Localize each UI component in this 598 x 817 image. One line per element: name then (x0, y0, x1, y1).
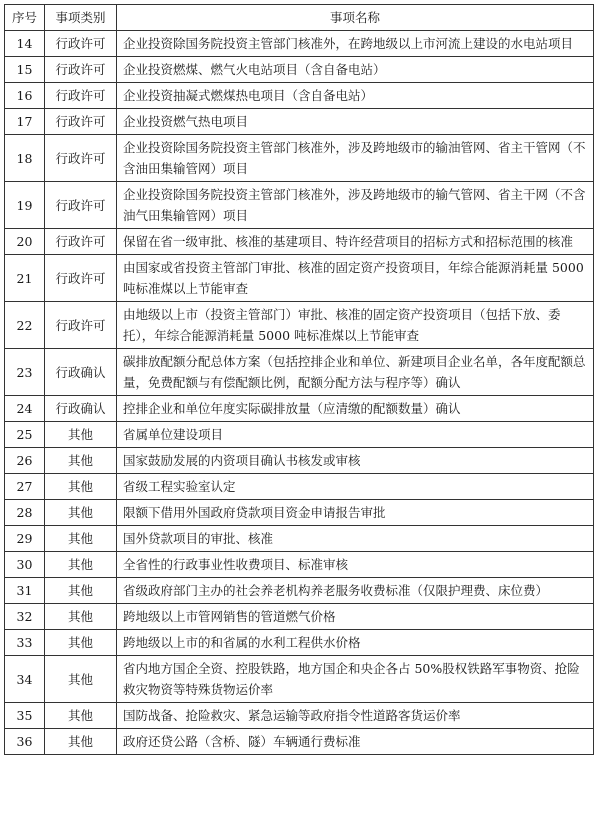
row-seq: 25 (5, 422, 45, 448)
row-name: 由地级以上市（投资主管部门）审批、核准的固定资产投资项目（包括下放、委托），年综合能源消耗量 5000 吨标准煤以上节能审查 (117, 302, 594, 349)
table-row (5, 474, 594, 500)
row-category: 行政许可 (45, 302, 117, 349)
row-name: 国外贷款项目的审批、核准 (117, 526, 594, 552)
table-row (5, 422, 594, 448)
row-name: 企业投资抽凝式燃煤热电项目（含自备电站） (117, 83, 594, 109)
row-category: 其他 (45, 552, 117, 578)
table-row (5, 729, 594, 755)
row-seq: 22 (5, 302, 45, 349)
row-seq: 27 (5, 474, 45, 500)
row-category: 行政确认 (45, 396, 117, 422)
table-row (5, 448, 594, 474)
row-seq: 14 (5, 31, 45, 57)
row-name: 跨地级以上市管网销售的管道燃气价格 (117, 604, 594, 630)
row-name: 限额下借用外国政府贷款项目资金申请报告审批 (117, 500, 594, 526)
row-category: 行政许可 (45, 83, 117, 109)
table-row (5, 31, 594, 57)
table-row (5, 656, 594, 703)
table-body (5, 31, 594, 755)
row-name: 由国家或省投资主管部门审批、核准的固定资产投资项目，年综合能源消耗量 5000 吨标准煤以上节能审查 (117, 255, 594, 302)
row-name: 国防战备、抢险救灾、紧急运输等政府指令性道路客货运价率 (117, 703, 594, 729)
row-seq: 15 (5, 57, 45, 83)
row-name: 碳排放配额分配总体方案（包括控排企业和单位、新建项目企业名单，各年度配额总量，免费配额与有偿配额比例，配额分配方法与程序等）确认 (117, 349, 594, 396)
row-category: 其他 (45, 500, 117, 526)
table-row (5, 349, 594, 396)
table-row (5, 604, 594, 630)
row-name: 企业投资除国务院投资主管部门核准外，在跨地级以上市河流上建设的水电站项目 (117, 31, 594, 57)
row-seq: 34 (5, 656, 45, 703)
row-name: 省级工程实验室认定 (117, 474, 594, 500)
row-category: 其他 (45, 703, 117, 729)
row-name: 企业投资除国务院投资主管部门核准外，涉及跨地级市的输油管网、省主干管网（不含油田集输管网）项目 (117, 135, 594, 182)
header-seq: 序号 (5, 5, 45, 31)
table-row (5, 83, 594, 109)
table-row (5, 578, 594, 604)
row-category: 行政许可 (45, 255, 117, 302)
row-category: 其他 (45, 656, 117, 703)
row-category: 其他 (45, 604, 117, 630)
row-name: 企业投资燃气热电项目 (117, 109, 594, 135)
row-seq: 26 (5, 448, 45, 474)
table-row (5, 396, 594, 422)
row-seq: 17 (5, 109, 45, 135)
row-seq: 23 (5, 349, 45, 396)
table-row (5, 526, 594, 552)
row-category: 行政许可 (45, 109, 117, 135)
table-row (5, 703, 594, 729)
row-category: 行政许可 (45, 31, 117, 57)
table-row (5, 500, 594, 526)
table-row (5, 630, 594, 656)
row-name: 国家鼓励发展的内资项目确认书核发或审核 (117, 448, 594, 474)
row-name: 企业投资燃煤、燃气火电站项目（含自备电站） (117, 57, 594, 83)
row-seq: 36 (5, 729, 45, 755)
row-name: 省级政府部门主办的社会养老机构养老服务收费标准（仅限护理费、床位费） (117, 578, 594, 604)
row-name: 省内地方国企全资、控股铁路，地方国企和央企各占 50%股权铁路军事物资、抢险救灾物资等特殊货物运价率 (117, 656, 594, 703)
table-row (5, 552, 594, 578)
table-row (5, 135, 594, 182)
table-row (5, 229, 594, 255)
row-category: 其他 (45, 422, 117, 448)
row-seq: 31 (5, 578, 45, 604)
row-seq: 21 (5, 255, 45, 302)
row-category: 行政许可 (45, 57, 117, 83)
row-seq: 29 (5, 526, 45, 552)
row-category: 行政确认 (45, 349, 117, 396)
row-name: 全省性的行政事业性收费项目、标准审核 (117, 552, 594, 578)
row-seq: 18 (5, 135, 45, 182)
matters-table (4, 4, 594, 755)
row-name: 政府还贷公路（含桥、隧）车辆通行费标准 (117, 729, 594, 755)
row-seq: 35 (5, 703, 45, 729)
table-row (5, 302, 594, 349)
row-name: 跨地级以上市的和省属的水利工程供水价格 (117, 630, 594, 656)
row-name: 省属单位建设项目 (117, 422, 594, 448)
row-seq: 16 (5, 83, 45, 109)
row-name: 保留在省一级审批、核准的基建项目、特许经营项目的招标方式和招标范围的核准 (117, 229, 594, 255)
table-row (5, 109, 594, 135)
row-seq: 33 (5, 630, 45, 656)
table-row (5, 255, 594, 302)
table-row (5, 182, 594, 229)
row-category: 其他 (45, 729, 117, 755)
row-seq: 28 (5, 500, 45, 526)
header-name: 事项名称 (117, 5, 594, 31)
row-seq: 30 (5, 552, 45, 578)
table-row (5, 57, 594, 83)
row-category: 行政许可 (45, 229, 117, 255)
header-row (5, 5, 594, 31)
row-category: 行政许可 (45, 182, 117, 229)
header-category: 事项类别 (45, 5, 117, 31)
row-seq: 19 (5, 182, 45, 229)
row-category: 其他 (45, 474, 117, 500)
row-category: 其他 (45, 578, 117, 604)
row-category: 行政许可 (45, 135, 117, 182)
row-name: 企业投资除国务院投资主管部门核准外，涉及跨地级市的输气管网、省主干网（不含油气田集输管网）项目 (117, 182, 594, 229)
row-category: 其他 (45, 526, 117, 552)
row-seq: 24 (5, 396, 45, 422)
row-category: 其他 (45, 448, 117, 474)
row-seq: 20 (5, 229, 45, 255)
row-category: 其他 (45, 630, 117, 656)
row-seq: 32 (5, 604, 45, 630)
row-name: 控排企业和单位年度实际碳排放量（应清缴的配额数量）确认 (117, 396, 594, 422)
